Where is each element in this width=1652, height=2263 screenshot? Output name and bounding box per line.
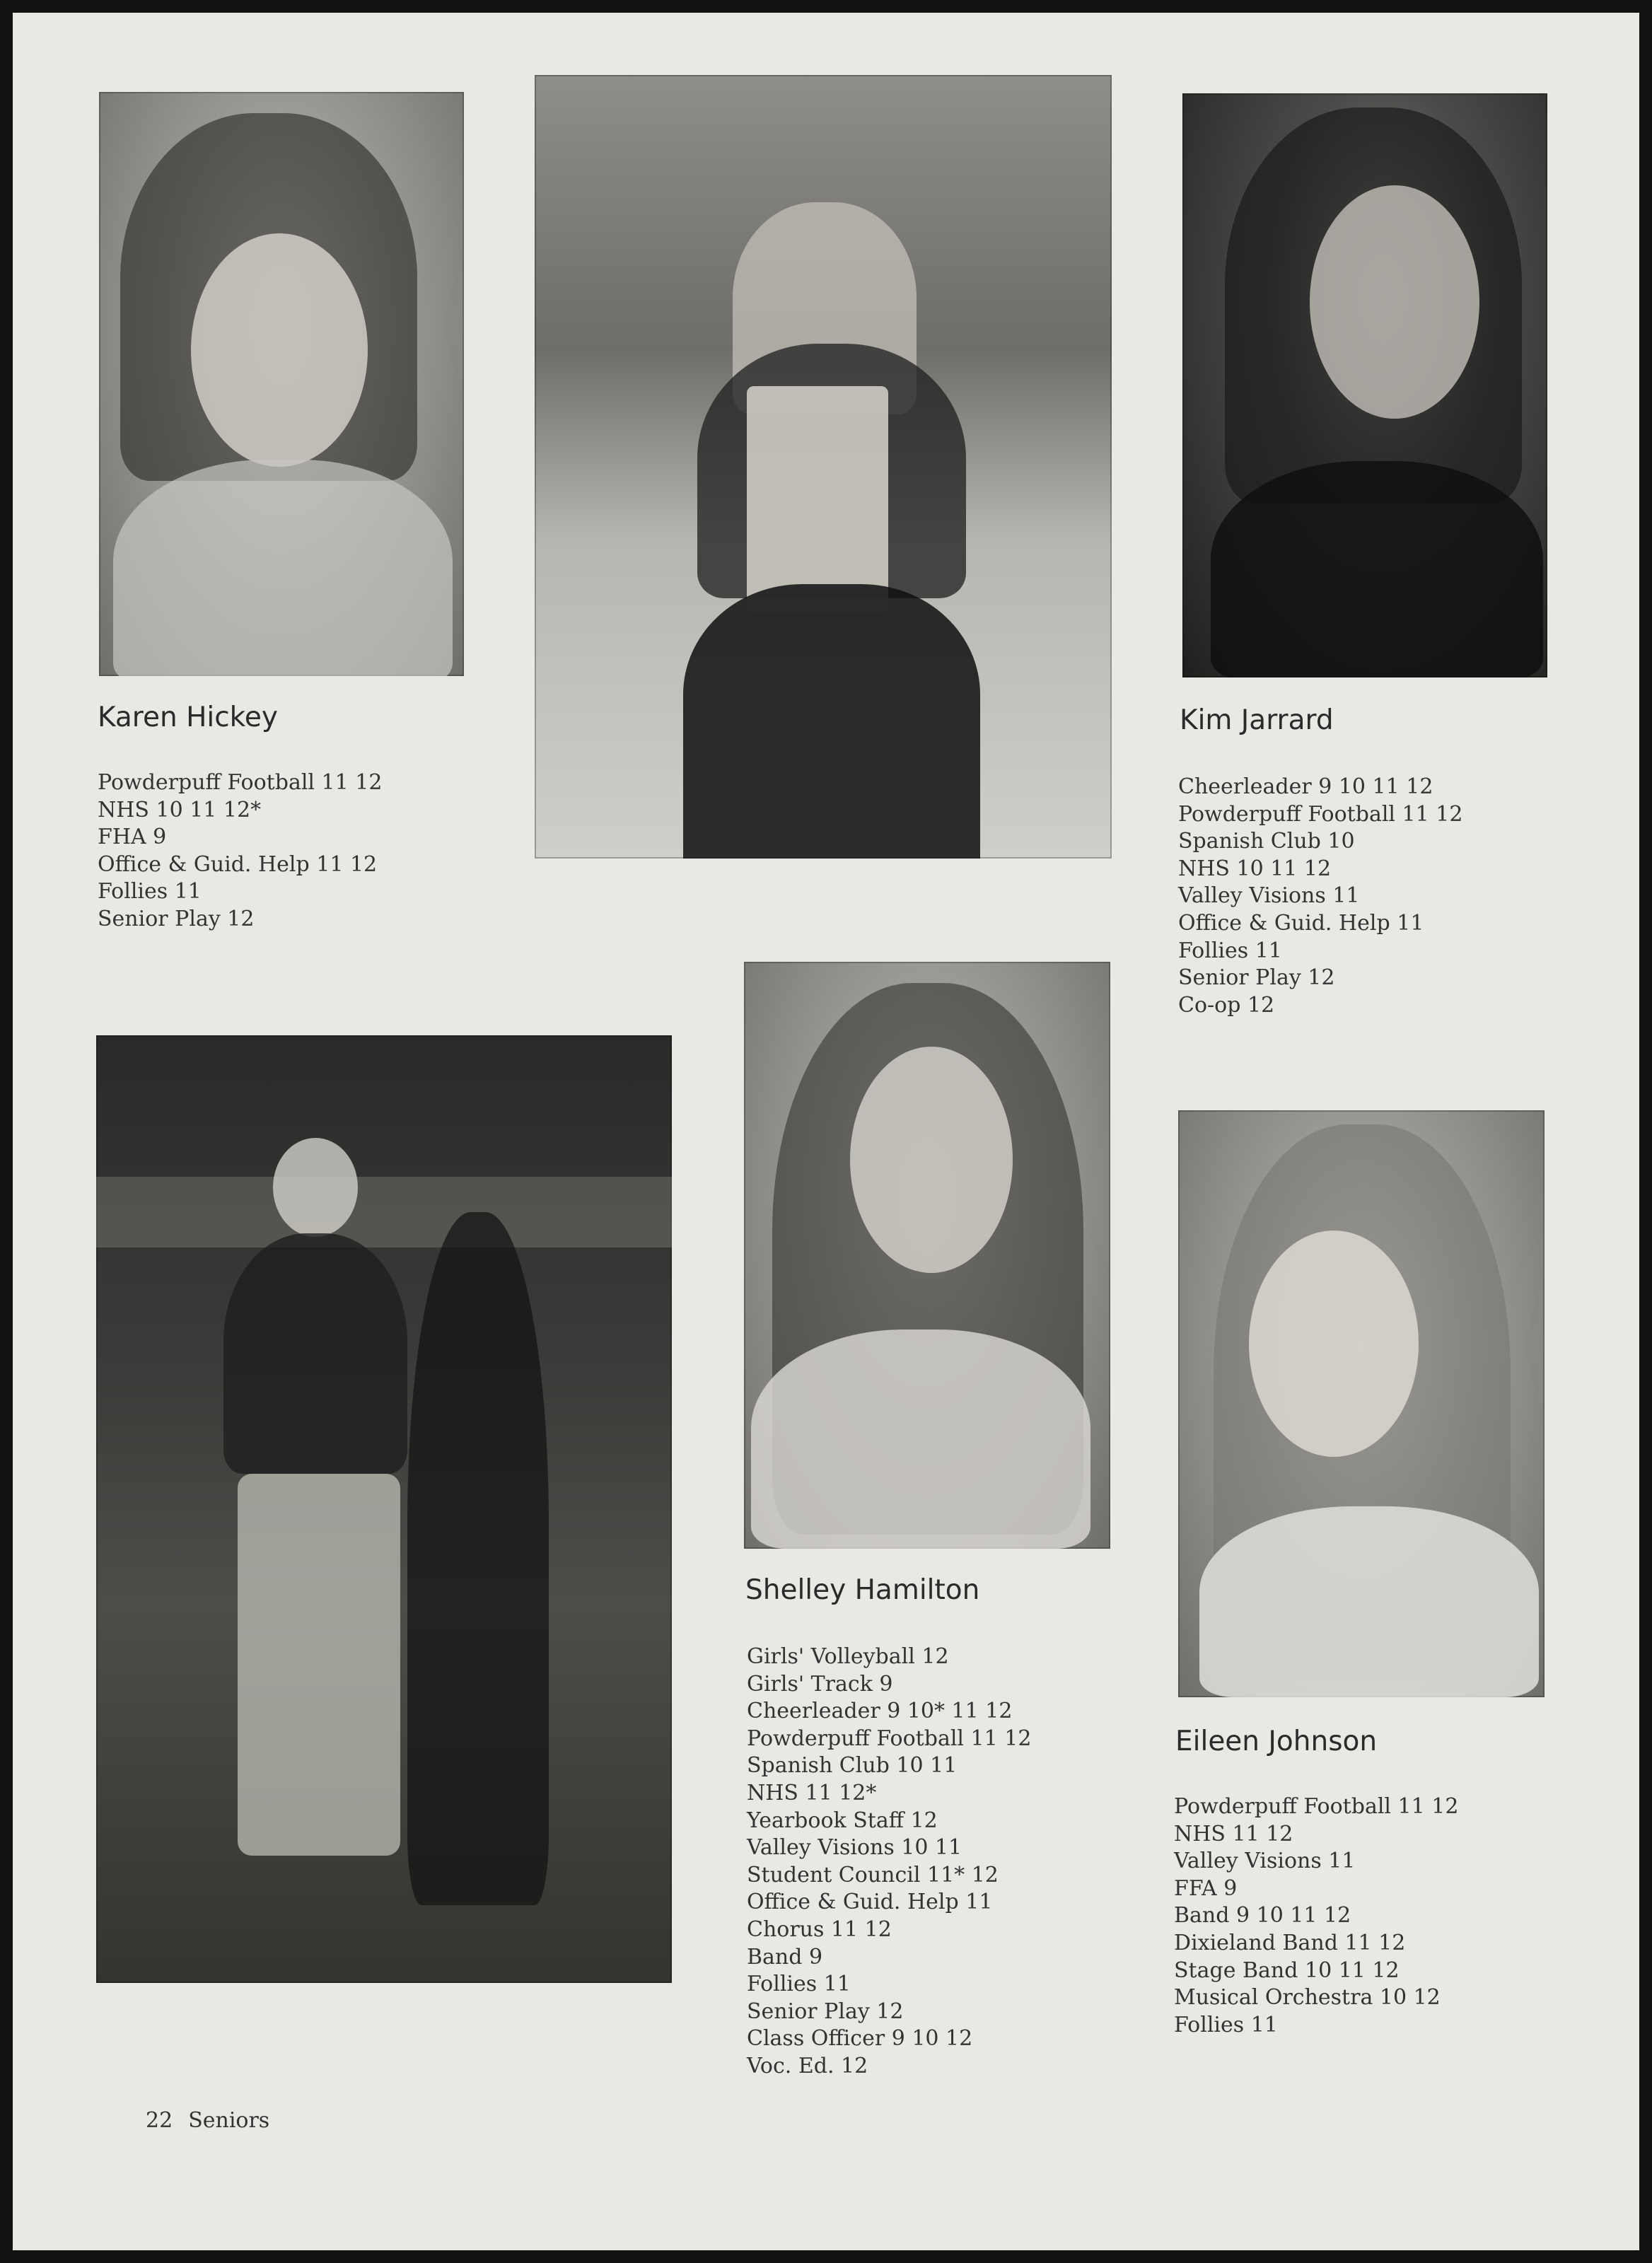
photo-kim-jarrard [1182,93,1547,677]
activities-shelley-hamilton [747,1644,1031,2081]
page-footer [146,2108,269,2133]
activities-kim-jarrard [1178,774,1462,1019]
activity-item: Band 9 [747,1944,823,1970]
section-title: Seniors [188,2108,270,2133]
activity-item: NHS 10 11 12* [98,797,262,822]
activity-item: Powderpuff Football 11 12 [1178,801,1463,827]
activity-item: Girls' Volleyball 12 [747,1644,949,1669]
activity-item: Voc. Ed. 12 [747,2053,868,2078]
activity-item: Band 9 10 11 12 [1174,1903,1351,1929]
activity-item: Follies 11 [1174,2012,1278,2037]
activity-item: Spanish Club 10 11 [747,1753,958,1779]
activity-item: Stage Band 10 11 12 [1174,1957,1400,1983]
photo-football-player [96,1035,672,1983]
activity-item: Class Officer 9 10 12 [747,2026,973,2052]
activity-item: Valley Visions 11 [1174,1849,1356,1874]
activities-eileen-johnson [1174,1793,1458,2039]
student-name-shelley-hamilton: Shelley Hamilton [745,1574,980,1606]
activity-item: Senior Play 12 [1178,965,1335,991]
page-number: 22 [146,2108,173,2133]
activity-item: Senior Play 12 [98,906,255,931]
photo-candid-gym [535,75,1112,859]
activity-item: Follies 11 [98,879,202,904]
activity-item: NHS 10 11 12 [1178,856,1332,881]
activity-item: Cheerleader 9 10* 11 12 [747,1699,1013,1724]
activity-item: Spanish Club 10 [1178,829,1355,854]
activity-item: Valley Visions 10 11 [747,1835,962,1861]
activity-item: Powderpuff Football 11 12 [98,770,383,795]
activity-item: Student Council 11* 12 [747,1862,999,1887]
activity-item: Senior Play 12 [747,1999,904,2024]
activity-item: Valley Visions 11 [1178,883,1360,909]
activity-item: Co-op 12 [1178,992,1275,1018]
student-name-eileen-johnson: Eileen Johnson [1175,1726,1378,1757]
activity-item: NHS 11 12* [747,1780,877,1805]
activity-item: Office & Guid. Help 11 [747,1890,993,1915]
activity-item: FHA 9 [98,825,167,850]
activity-item: Yearbook Staff 12 [747,1808,938,1833]
activity-item: Powderpuff Football 11 12 [1174,1794,1459,1819]
activity-item: Musical Orchestra 10 12 [1174,1985,1441,2011]
photo-shelley-hamilton [744,962,1110,1549]
activity-item: Follies 11 [747,1972,851,1997]
activity-item: Dixieland Band 11 12 [1174,1930,1406,1955]
activity-item: Office & Guid. Help 11 [1178,910,1424,936]
activity-item: FFA 9 [1174,1875,1238,1901]
activity-item: Cheerleader 9 10 11 12 [1178,774,1433,799]
activity-item: Follies 11 [1178,938,1282,963]
activity-item: Girls' Track 9 [747,1671,893,1697]
student-name-kim-jarrard: Kim Jarrard [1180,704,1334,736]
activity-item: Chorus 11 12 [747,1916,892,1942]
activities-karen-hickey [98,769,382,933]
photo-eileen-johnson [1178,1110,1545,1697]
photo-karen-hickey [99,92,464,676]
yearbook-page [13,13,1639,2250]
activity-item: NHS 11 12 [1174,1821,1293,1846]
student-name-karen-hickey: Karen Hickey [98,702,278,733]
activity-item: Office & Guid. Help 11 12 [98,851,378,877]
activity-item: Powderpuff Football 11 12 [747,1726,1032,1751]
